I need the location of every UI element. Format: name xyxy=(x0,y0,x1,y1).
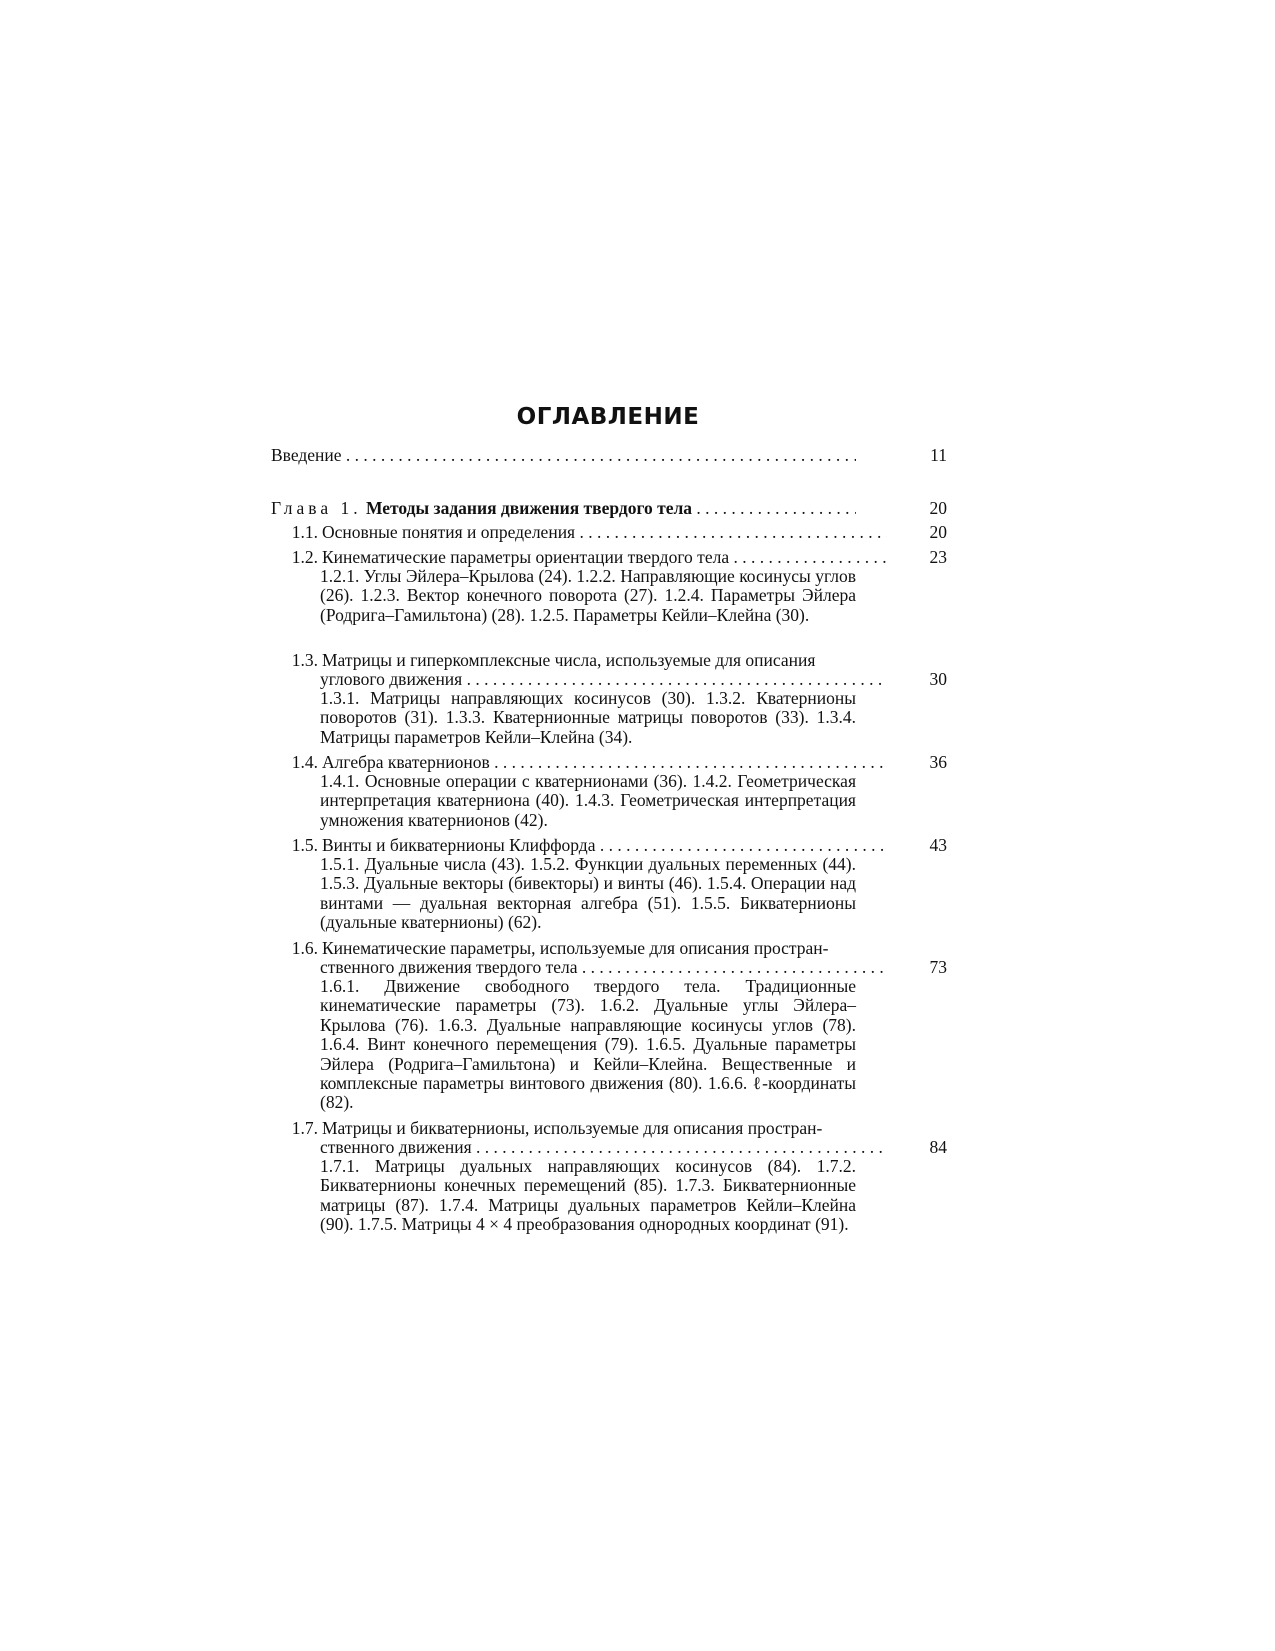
section-title: Алгебра кватернионов . . . xyxy=(322,751,887,773)
toc-page-number: 30 xyxy=(929,669,947,689)
section-number: 1.7. xyxy=(291,1118,318,1138)
section-title: Винты и бикватернионы Клиффорда . . . xyxy=(322,834,887,856)
toc-entry-1-5[interactable] xyxy=(286,834,947,856)
subsection-list-1-6: 1.6.1. Движение свободного твердого тела. Традиционные кинематические параметры (73). 1.6.2. Дуальные углы Эйлера–Крылова (76). 1.6.3. Дуальные направляющие косинусы углов (78). 1.6.4. Винт конечного перемещения (79). 1.6.5. Дуальные параметры Эйлера (Родрига–Гамильтона) и Кейли–Клейна. Вещественные и комплексные параметры винтового движения (80). 1.6.6. ℓ-координаты (82). xyxy=(320,976,856,1113)
chapter-label: Глава 1. xyxy=(271,498,362,518)
subsection-list-1-4: 1.4.1. Основные операции с кватернионами (36). 1.4.2. Геометрическая интерпретация кватерниона (40). 1.4.3. Геометрическая интерпретация умножения кватернионов (42). xyxy=(320,771,856,830)
subsection-list-1-2: 1.2.1. Углы Эйлера–Крылова (24). 1.2.2. Направляющие косинусы углов (26). 1.2.3. Вектор конечного поворота (27). 1.2.4. Параметры Эйлера (Родрига–Гамильтона) (28). 1.2.5. Параметры Кейли–Клейна (30). xyxy=(320,566,856,625)
subsection-list-1-3: 1.3.1. Матрицы направляющих косинусов (30). 1.3.2. Кватернионы поворотов (31). 1.3.3. Кватернионные матрицы поворотов (33). 1.3.4. Матрицы параметров Кейли–Клейна (34). xyxy=(320,688,856,747)
toc-page-number: 36 xyxy=(929,752,947,772)
section-title: ственного движения . . . xyxy=(320,1136,885,1158)
section-title-line1: Матрицы и гиперкомплексные числа, используемые для описания xyxy=(322,650,816,670)
chapter-title: Методы задания движения твердого тела xyxy=(365,498,693,518)
page-title: ОГЛАВЛЕНИЕ xyxy=(516,404,700,430)
toc-entry-chapter-1[interactable] xyxy=(271,497,947,519)
section-title-line1: Матрицы и бикватернионы, используемые для описания простран- xyxy=(322,1118,823,1138)
subsection-list-1-5: 1.5.1. Дуальные числа (43). 1.5.2. Функции дуальных переменных (44). 1.5.3. Дуальные векторы (бивекторы) и винты (46). 1.5.4. Операции над винтами — дуальная векторная алгебра (51). 1.5.5. Бикватернионы (дуальные кватернионы) (62). xyxy=(320,854,856,933)
section-title: Кинематические параметры ориентации твердого тела . . . xyxy=(322,546,887,568)
toc-entry-1-2[interactable] xyxy=(286,546,947,568)
toc-page-number: 20 xyxy=(929,498,947,518)
toc-entry-1-4[interactable] xyxy=(286,751,947,773)
subsection-list-1-7: 1.7.1. Матрицы дуальных направляющих косинусов (84). 1.7.2. Бикватернионы конечных перемещений (85). 1.7.3. Бикватернионные матрицы (87). 1.7.4. Матрицы дуальных параметров Кейли–Клейна (90). 1.7.5. Матрицы 4 × 4 преобразования однородных координат (91). xyxy=(320,1156,856,1235)
toc-entry-1-7[interactable] xyxy=(286,1136,947,1158)
toc-page-number: 11 xyxy=(930,445,947,465)
section-number: 1.5. xyxy=(291,835,318,855)
toc-page-number: 84 xyxy=(929,1137,947,1157)
section-number: 1.4. xyxy=(291,752,318,772)
section-number: 1.3. xyxy=(291,650,318,670)
section-title-line1: Кинематические параметры, используемые для описания простран- xyxy=(322,938,829,958)
section-title: углового движения . . . xyxy=(320,668,885,690)
toc-entry-1-3[interactable] xyxy=(286,668,947,690)
toc-page-number: 23 xyxy=(929,547,947,567)
section-title: Основные понятия и определения . . . xyxy=(322,521,887,543)
toc-entry-1-6[interactable] xyxy=(286,956,947,978)
toc-entry-1-1[interactable] xyxy=(286,521,947,543)
section-number: 1.6. xyxy=(291,938,318,958)
toc-page-number: 20 xyxy=(929,522,947,542)
toc-page-number: 43 xyxy=(929,835,947,855)
section-title: ственного движения твердого тела . . . xyxy=(320,956,885,978)
section-number: 1.2. xyxy=(291,547,318,567)
toc-page-number: 73 xyxy=(929,957,947,977)
chapter-heading xyxy=(271,497,856,519)
toc-entry-intro[interactable] xyxy=(271,444,947,466)
toc-entry-title: Введение . . . xyxy=(271,444,856,466)
section-number: 1.1. xyxy=(291,522,318,542)
